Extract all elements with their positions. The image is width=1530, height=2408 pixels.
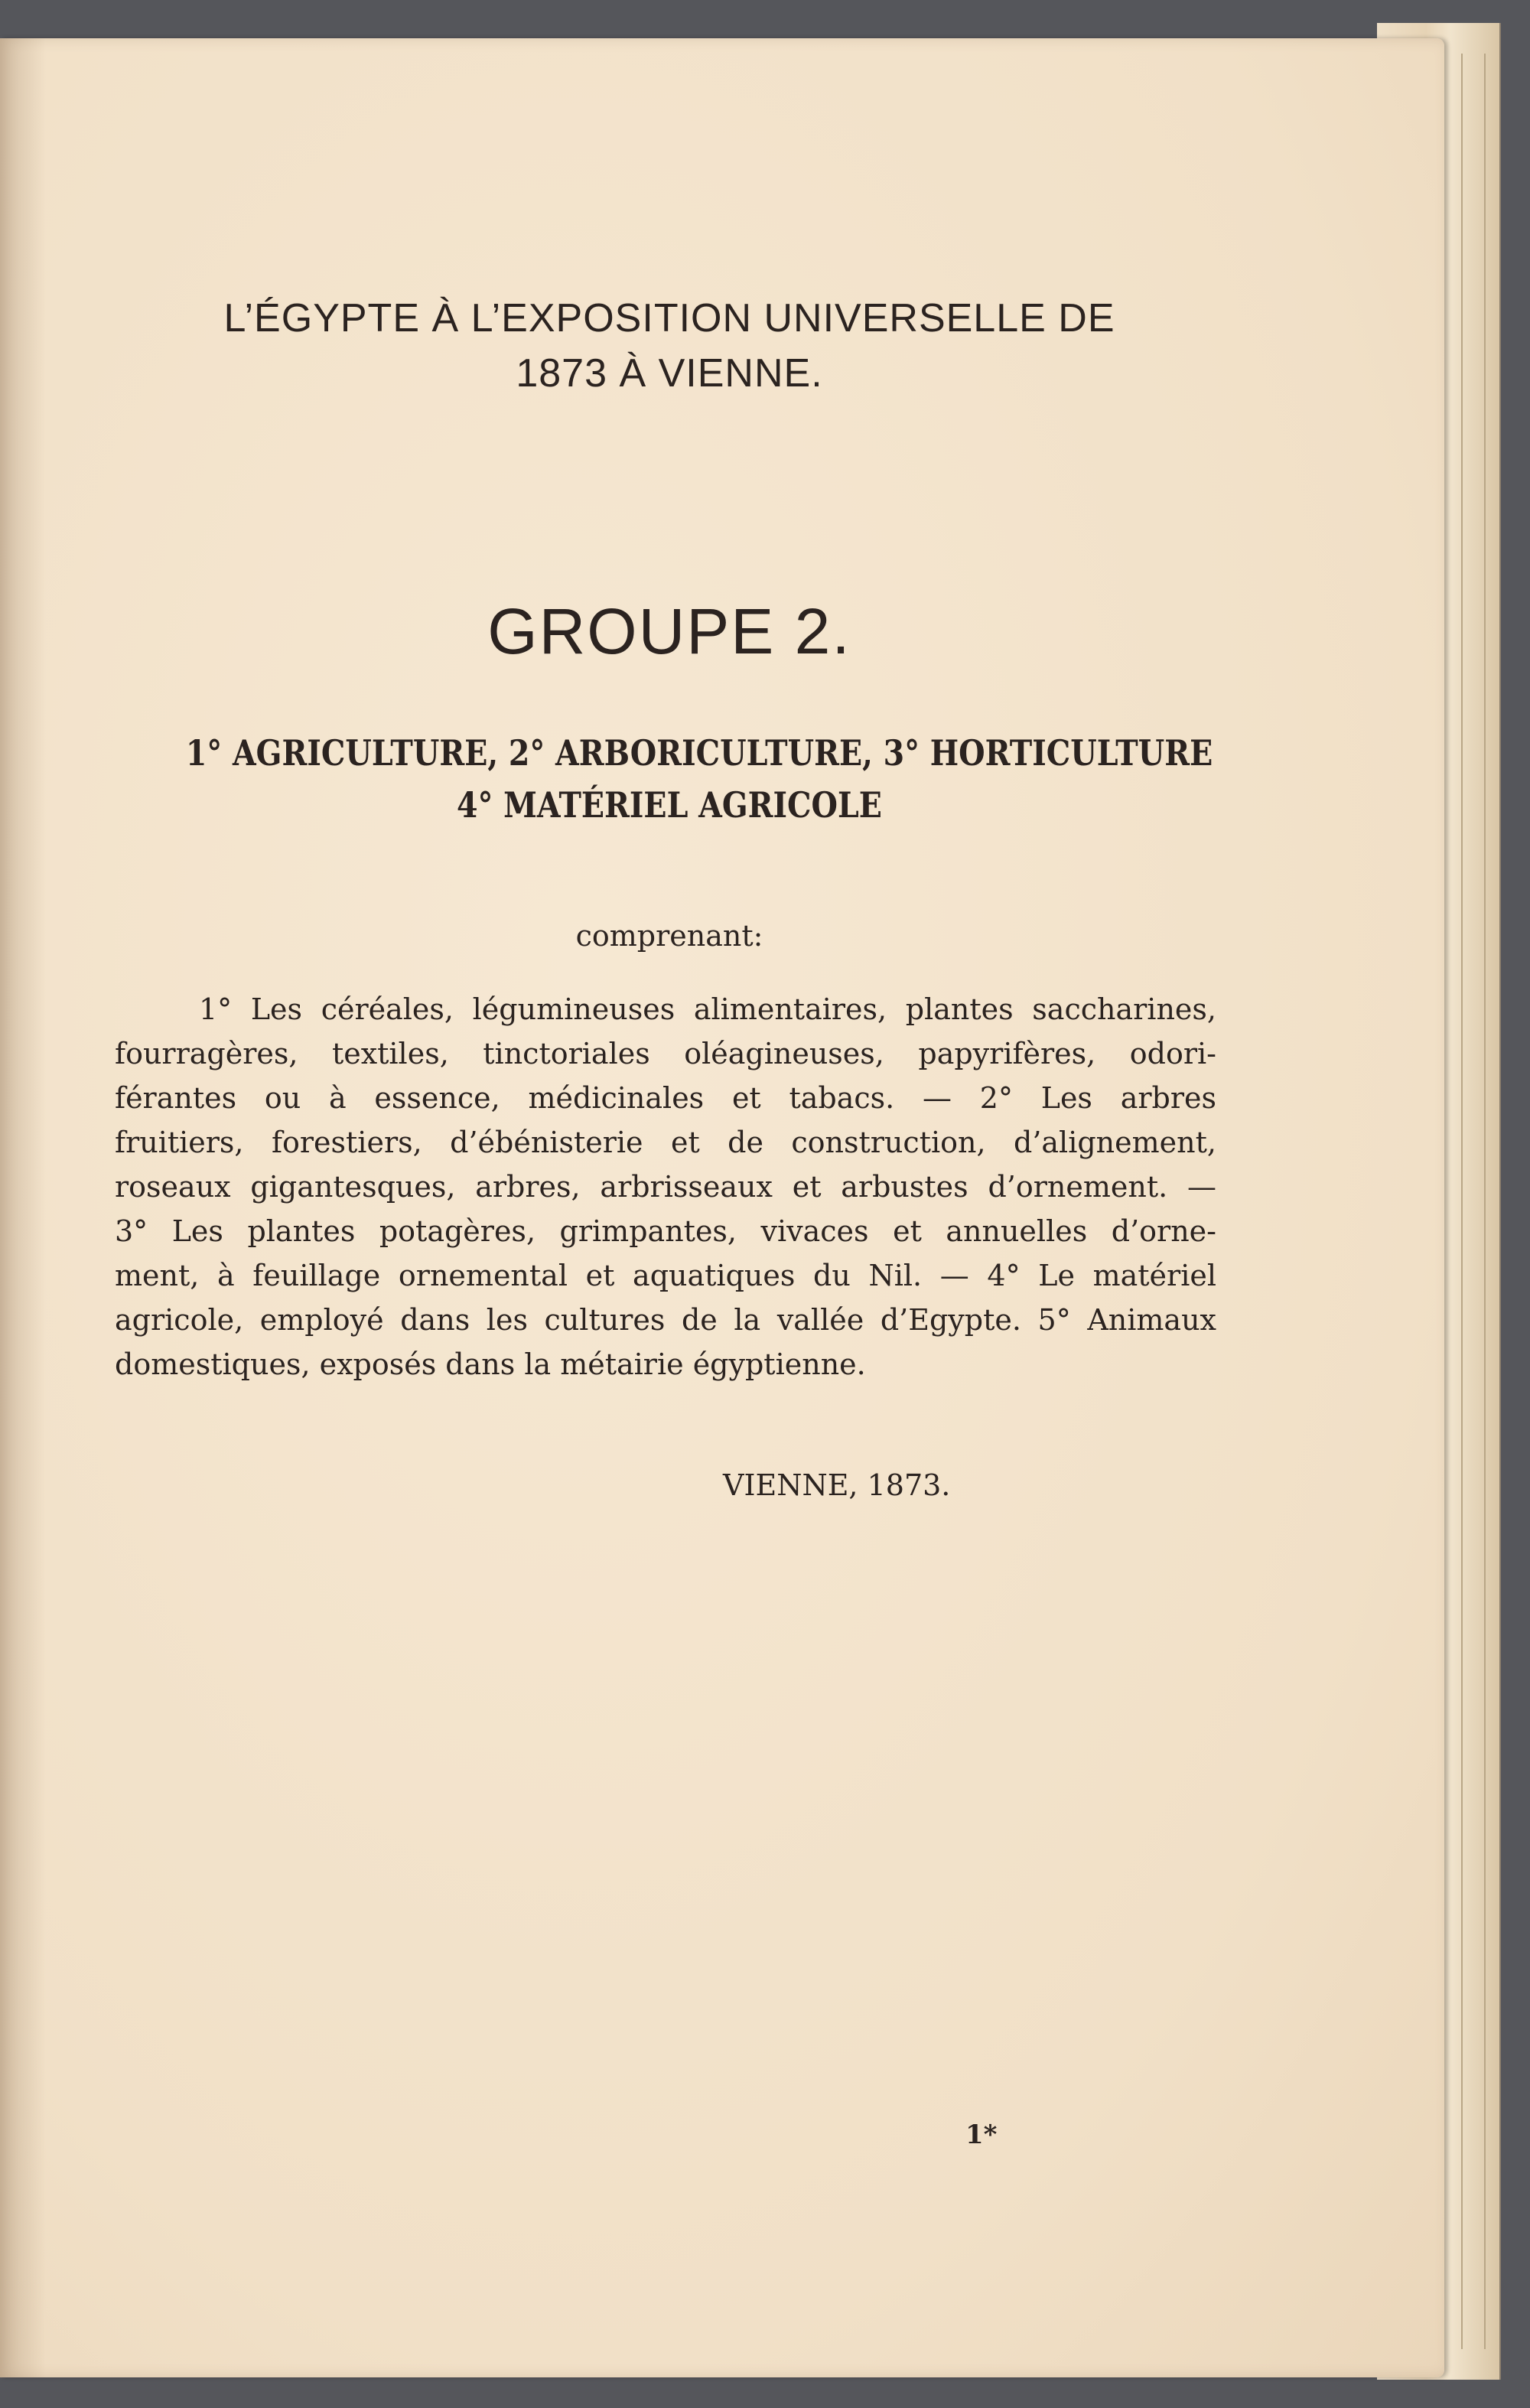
section-headings xyxy=(185,727,1213,831)
comprenant-label: comprenant: xyxy=(575,919,763,953)
body-line: agricole, employé dans les cultures de la vallée d’Egypte. 5° Animaux xyxy=(115,1303,1216,1337)
group-heading: GROUPE 2. xyxy=(487,595,851,667)
body-line: fourragères, textiles, tinctoriales oléagineuses, papyrifères, odori- xyxy=(115,1037,1216,1070)
page-edge-line xyxy=(1461,54,1463,2349)
body-line: ment, à feuillage ornemental et aquatiques du Nil. — 4° Le matériel xyxy=(115,1259,1216,1292)
body-paragraph xyxy=(115,987,1216,1386)
page-edge-line xyxy=(1484,54,1486,2349)
body-line: roseaux gigantesques, arbres, arbrisseaux et arbustes d’ornement. — xyxy=(115,1170,1216,1204)
book-page xyxy=(0,38,1444,2377)
body-line: fruitiers, forestiers, d’ébénisterie et de construction, d’alignement, xyxy=(115,1126,1216,1159)
title-line-2: 1873 À VIENNE. xyxy=(516,351,823,396)
section-heading-line-1: 1° AGRICULTURE, 2° ARBORICULTURE, 3° HORTICULTURE xyxy=(185,732,1213,774)
gutter-shadow xyxy=(0,38,46,2377)
body-line: 3° Les plantes potagères, grimpantes, vivaces et annuelles d’orne- xyxy=(115,1214,1216,1248)
page-title xyxy=(115,291,1224,401)
body-line: férantes ou à essence, médicinales et tabacs. — 2° Les arbres xyxy=(115,1081,1216,1115)
title-line-1: L’ÉGYPTE À L’EXPOSITION UNIVERSELLE DE xyxy=(223,296,1115,341)
body-line: domestiques, exposés dans la métairie égyptienne. xyxy=(115,1347,866,1381)
page-signature: 1* xyxy=(965,2120,998,2150)
place-date: VIENNE, 1873. xyxy=(723,1468,951,1502)
section-heading-line-2: 4° MATÉRIEL AGRICOLE xyxy=(457,784,882,826)
body-line: 1° Les céréales, légumineuses alimentaires, plantes saccharines, xyxy=(199,992,1216,1026)
